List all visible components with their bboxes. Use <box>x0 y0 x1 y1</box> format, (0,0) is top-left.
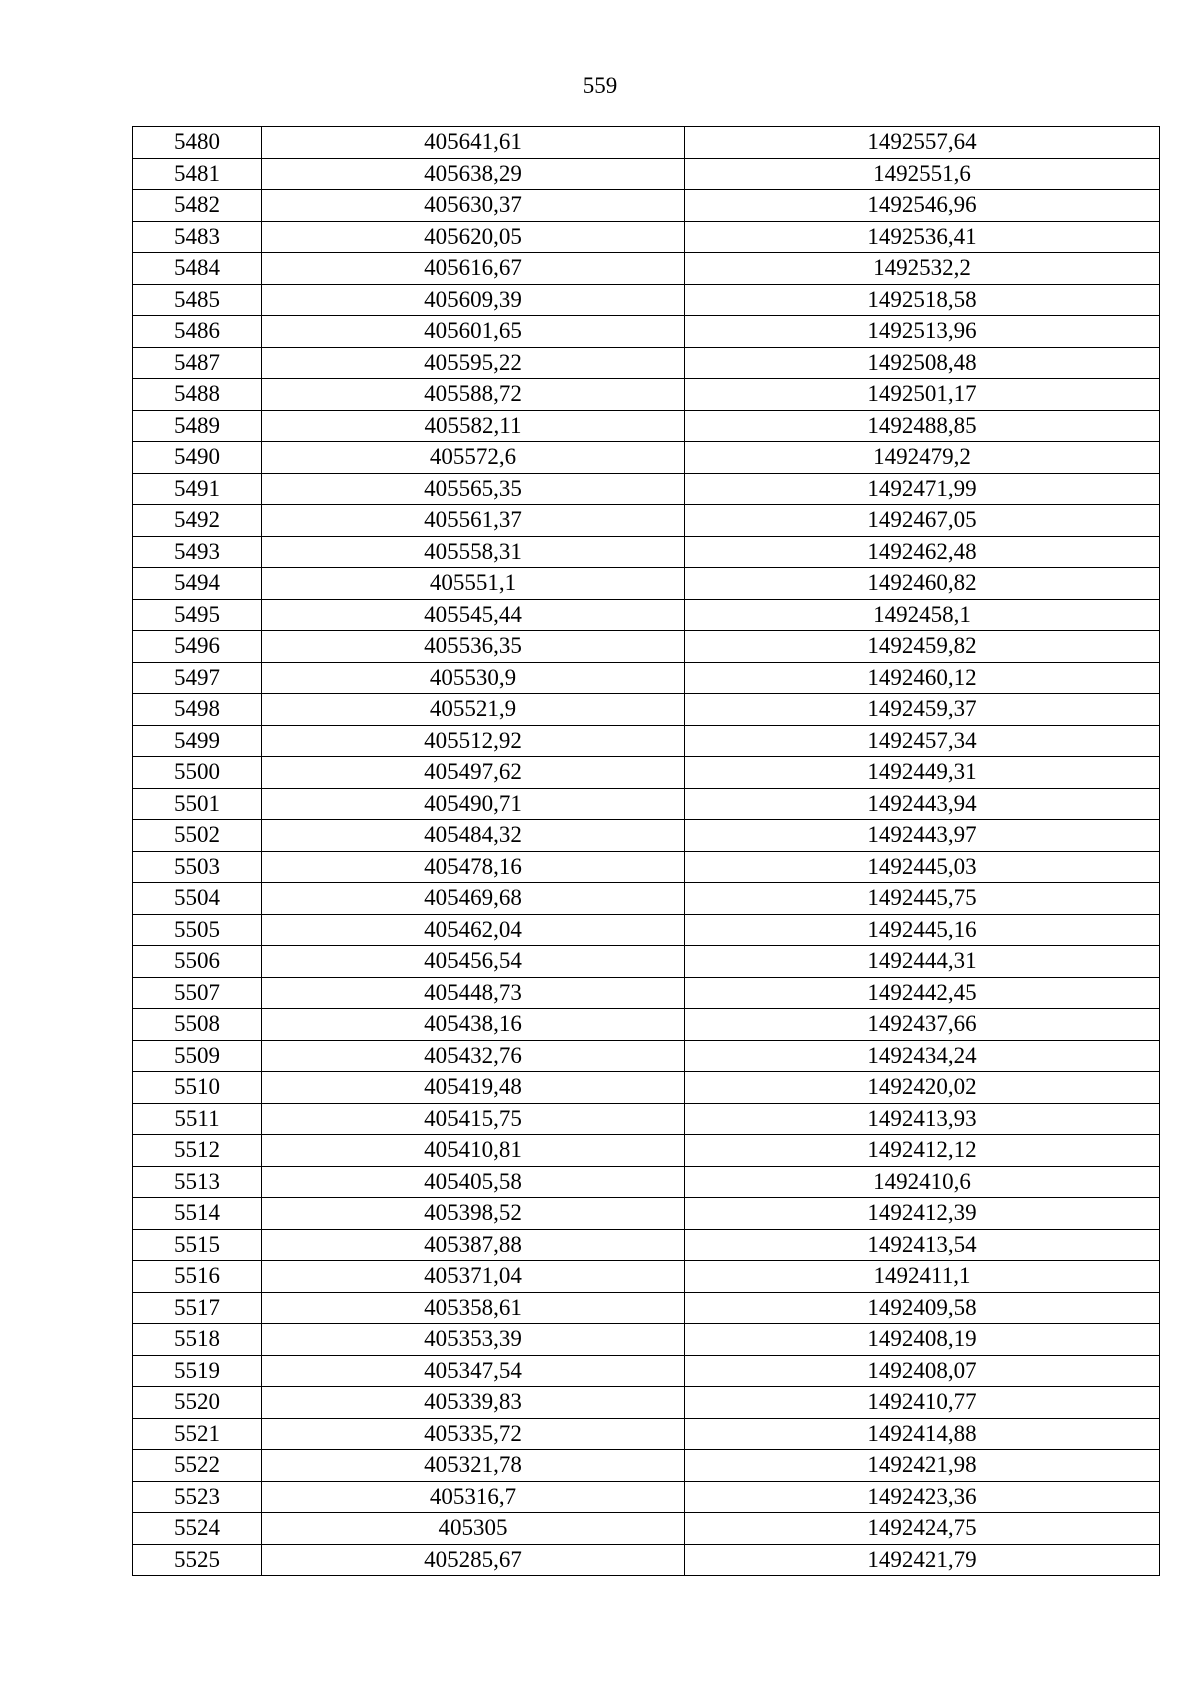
x-coordinate-cell: 405405,58 <box>262 1166 685 1198</box>
x-coordinate-cell: 405478,16 <box>262 851 685 883</box>
point-number-cell: 5523 <box>133 1481 262 1513</box>
point-number-cell: 5512 <box>133 1135 262 1167</box>
y-coordinate-cell: 1492423,36 <box>685 1481 1160 1513</box>
x-coordinate-cell: 405561,37 <box>262 505 685 537</box>
point-number-cell: 5487 <box>133 347 262 379</box>
point-number-cell: 5513 <box>133 1166 262 1198</box>
x-coordinate-cell: 405419,48 <box>262 1072 685 1104</box>
point-number-cell: 5483 <box>133 221 262 253</box>
y-coordinate-cell: 1492471,99 <box>685 473 1160 505</box>
table-row <box>133 568 1160 600</box>
x-coordinate-cell: 405462,04 <box>262 914 685 946</box>
coordinates-table-body <box>133 127 1160 1576</box>
point-number-cell: 5518 <box>133 1324 262 1356</box>
point-number-cell: 5525 <box>133 1544 262 1576</box>
x-coordinate-cell: 405490,71 <box>262 788 685 820</box>
x-coordinate-cell: 405572,6 <box>262 442 685 474</box>
y-coordinate-cell: 1492557,64 <box>685 127 1160 159</box>
y-coordinate-cell: 1492408,19 <box>685 1324 1160 1356</box>
point-number-cell: 5481 <box>133 158 262 190</box>
point-number-cell: 5507 <box>133 977 262 1009</box>
y-coordinate-cell: 1492421,79 <box>685 1544 1160 1576</box>
y-coordinate-cell: 1492508,48 <box>685 347 1160 379</box>
point-number-cell: 5508 <box>133 1009 262 1041</box>
table-row <box>133 1009 1160 1041</box>
y-coordinate-cell: 1492449,31 <box>685 757 1160 789</box>
x-coordinate-cell: 405321,78 <box>262 1450 685 1482</box>
point-number-cell: 5514 <box>133 1198 262 1230</box>
x-coordinate-cell: 405415,75 <box>262 1103 685 1135</box>
table-row <box>133 820 1160 852</box>
point-number-cell: 5484 <box>133 253 262 285</box>
x-coordinate-cell: 405565,35 <box>262 473 685 505</box>
table-row <box>133 253 1160 285</box>
point-number-cell: 5522 <box>133 1450 262 1482</box>
y-coordinate-cell: 1492444,31 <box>685 946 1160 978</box>
table-row <box>133 946 1160 978</box>
x-coordinate-cell: 405335,72 <box>262 1418 685 1450</box>
point-number-cell: 5500 <box>133 757 262 789</box>
y-coordinate-cell: 1492434,24 <box>685 1040 1160 1072</box>
point-number-cell: 5480 <box>133 127 262 159</box>
point-number-cell: 5504 <box>133 883 262 915</box>
x-coordinate-cell: 405448,73 <box>262 977 685 1009</box>
y-coordinate-cell: 1492460,82 <box>685 568 1160 600</box>
table-row <box>133 914 1160 946</box>
x-coordinate-cell: 405497,62 <box>262 757 685 789</box>
y-coordinate-cell: 1492479,2 <box>685 442 1160 474</box>
coordinates-table <box>132 126 1160 1576</box>
y-coordinate-cell: 1492467,05 <box>685 505 1160 537</box>
point-number-cell: 5503 <box>133 851 262 883</box>
y-coordinate-cell: 1492411,1 <box>685 1261 1160 1293</box>
x-coordinate-cell: 405410,81 <box>262 1135 685 1167</box>
x-coordinate-cell: 405536,35 <box>262 631 685 663</box>
table-row <box>133 1292 1160 1324</box>
y-coordinate-cell: 1492551,6 <box>685 158 1160 190</box>
x-coordinate-cell: 405358,61 <box>262 1292 685 1324</box>
point-number-cell: 5509 <box>133 1040 262 1072</box>
y-coordinate-cell: 1492421,98 <box>685 1450 1160 1482</box>
table-row <box>133 284 1160 316</box>
x-coordinate-cell: 405469,68 <box>262 883 685 915</box>
y-coordinate-cell: 1492518,58 <box>685 284 1160 316</box>
point-number-cell: 5524 <box>133 1513 262 1545</box>
point-number-cell: 5516 <box>133 1261 262 1293</box>
x-coordinate-cell: 405601,65 <box>262 316 685 348</box>
y-coordinate-cell: 1492443,97 <box>685 820 1160 852</box>
table-row <box>133 631 1160 663</box>
y-coordinate-cell: 1492458,1 <box>685 599 1160 631</box>
point-number-cell: 5488 <box>133 379 262 411</box>
x-coordinate-cell: 405595,22 <box>262 347 685 379</box>
x-coordinate-cell: 405285,67 <box>262 1544 685 1576</box>
y-coordinate-cell: 1492413,54 <box>685 1229 1160 1261</box>
x-coordinate-cell: 405620,05 <box>262 221 685 253</box>
table-row <box>133 410 1160 442</box>
x-coordinate-cell: 405630,37 <box>262 190 685 222</box>
table-row <box>133 347 1160 379</box>
point-number-cell: 5495 <box>133 599 262 631</box>
y-coordinate-cell: 1492410,77 <box>685 1387 1160 1419</box>
y-coordinate-cell: 1492445,03 <box>685 851 1160 883</box>
point-number-cell: 5510 <box>133 1072 262 1104</box>
x-coordinate-cell: 405609,39 <box>262 284 685 316</box>
y-coordinate-cell: 1492412,39 <box>685 1198 1160 1230</box>
x-coordinate-cell: 405521,9 <box>262 694 685 726</box>
x-coordinate-cell: 405641,61 <box>262 127 685 159</box>
x-coordinate-cell: 405638,29 <box>262 158 685 190</box>
point-number-cell: 5515 <box>133 1229 262 1261</box>
table-row <box>133 442 1160 474</box>
table-row <box>133 1481 1160 1513</box>
y-coordinate-cell: 1492532,2 <box>685 253 1160 285</box>
point-number-cell: 5498 <box>133 694 262 726</box>
y-coordinate-cell: 1492420,02 <box>685 1072 1160 1104</box>
point-number-cell: 5489 <box>133 410 262 442</box>
table-row <box>133 158 1160 190</box>
x-coordinate-cell: 405347,54 <box>262 1355 685 1387</box>
y-coordinate-cell: 1492413,93 <box>685 1103 1160 1135</box>
x-coordinate-cell: 405438,16 <box>262 1009 685 1041</box>
y-coordinate-cell: 1492536,41 <box>685 221 1160 253</box>
table-row <box>133 1103 1160 1135</box>
y-coordinate-cell: 1492442,45 <box>685 977 1160 1009</box>
y-coordinate-cell: 1492437,66 <box>685 1009 1160 1041</box>
page-number: 559 <box>582 73 618 98</box>
table-row <box>133 1450 1160 1482</box>
table-row <box>133 1229 1160 1261</box>
table-row <box>133 1198 1160 1230</box>
x-coordinate-cell: 405316,7 <box>262 1481 685 1513</box>
table-row <box>133 851 1160 883</box>
table-row <box>133 190 1160 222</box>
y-coordinate-cell: 1492459,37 <box>685 694 1160 726</box>
table-row <box>133 127 1160 159</box>
y-coordinate-cell: 1492457,34 <box>685 725 1160 757</box>
y-coordinate-cell: 1492546,96 <box>685 190 1160 222</box>
x-coordinate-cell: 405512,92 <box>262 725 685 757</box>
point-number-cell: 5506 <box>133 946 262 978</box>
x-coordinate-cell: 405432,76 <box>262 1040 685 1072</box>
y-coordinate-cell: 1492424,75 <box>685 1513 1160 1545</box>
table-row <box>133 694 1160 726</box>
table-row <box>133 1355 1160 1387</box>
point-number-cell: 5499 <box>133 725 262 757</box>
point-number-cell: 5491 <box>133 473 262 505</box>
x-coordinate-cell: 405588,72 <box>262 379 685 411</box>
y-coordinate-cell: 1492459,82 <box>685 631 1160 663</box>
point-number-cell: 5520 <box>133 1387 262 1419</box>
point-number-cell: 5501 <box>133 788 262 820</box>
table-row <box>133 1166 1160 1198</box>
x-coordinate-cell: 405387,88 <box>262 1229 685 1261</box>
table-row <box>133 221 1160 253</box>
table-row <box>133 473 1160 505</box>
x-coordinate-cell: 405398,52 <box>262 1198 685 1230</box>
point-number-cell: 5492 <box>133 505 262 537</box>
y-coordinate-cell: 1492445,16 <box>685 914 1160 946</box>
y-coordinate-cell: 1492414,88 <box>685 1418 1160 1450</box>
y-coordinate-cell: 1492445,75 <box>685 883 1160 915</box>
table-row <box>133 379 1160 411</box>
table-row <box>133 1544 1160 1576</box>
y-coordinate-cell: 1492412,12 <box>685 1135 1160 1167</box>
x-coordinate-cell: 405545,44 <box>262 599 685 631</box>
point-number-cell: 5482 <box>133 190 262 222</box>
table-row <box>133 1261 1160 1293</box>
table-row <box>133 1072 1160 1104</box>
table-row <box>133 505 1160 537</box>
point-number-cell: 5497 <box>133 662 262 694</box>
point-number-cell: 5485 <box>133 284 262 316</box>
y-coordinate-cell: 1492501,17 <box>685 379 1160 411</box>
y-coordinate-cell: 1492460,12 <box>685 662 1160 694</box>
x-coordinate-cell: 405530,9 <box>262 662 685 694</box>
table-row <box>133 536 1160 568</box>
table-row <box>133 316 1160 348</box>
x-coordinate-cell: 405558,31 <box>262 536 685 568</box>
y-coordinate-cell: 1492408,07 <box>685 1355 1160 1387</box>
table-row <box>133 757 1160 789</box>
y-coordinate-cell: 1492462,48 <box>685 536 1160 568</box>
table-row <box>133 1135 1160 1167</box>
x-coordinate-cell: 405339,83 <box>262 1387 685 1419</box>
x-coordinate-cell: 405551,1 <box>262 568 685 600</box>
point-number-cell: 5502 <box>133 820 262 852</box>
point-number-cell: 5505 <box>133 914 262 946</box>
point-number-cell: 5517 <box>133 1292 262 1324</box>
point-number-cell: 5521 <box>133 1418 262 1450</box>
x-coordinate-cell: 405484,32 <box>262 820 685 852</box>
y-coordinate-cell: 1492409,58 <box>685 1292 1160 1324</box>
table-row <box>133 725 1160 757</box>
table-row <box>133 1513 1160 1545</box>
x-coordinate-cell: 405371,04 <box>262 1261 685 1293</box>
y-coordinate-cell: 1492513,96 <box>685 316 1160 348</box>
point-number-cell: 5494 <box>133 568 262 600</box>
x-coordinate-cell: 405305 <box>262 1513 685 1545</box>
point-number-cell: 5511 <box>133 1103 262 1135</box>
y-coordinate-cell: 1492488,85 <box>685 410 1160 442</box>
table-row <box>133 1040 1160 1072</box>
point-number-cell: 5496 <box>133 631 262 663</box>
point-number-cell: 5486 <box>133 316 262 348</box>
point-number-cell: 5490 <box>133 442 262 474</box>
y-coordinate-cell: 1492410,6 <box>685 1166 1160 1198</box>
table-row <box>133 883 1160 915</box>
table-row <box>133 1387 1160 1419</box>
table-row <box>133 977 1160 1009</box>
x-coordinate-cell: 405456,54 <box>262 946 685 978</box>
point-number-cell: 5519 <box>133 1355 262 1387</box>
table-row <box>133 599 1160 631</box>
point-number-cell: 5493 <box>133 536 262 568</box>
table-row <box>133 662 1160 694</box>
x-coordinate-cell: 405582,11 <box>262 410 685 442</box>
table-row <box>133 1324 1160 1356</box>
table-row <box>133 1418 1160 1450</box>
x-coordinate-cell: 405616,67 <box>262 253 685 285</box>
y-coordinate-cell: 1492443,94 <box>685 788 1160 820</box>
x-coordinate-cell: 405353,39 <box>262 1324 685 1356</box>
table-row <box>133 788 1160 820</box>
